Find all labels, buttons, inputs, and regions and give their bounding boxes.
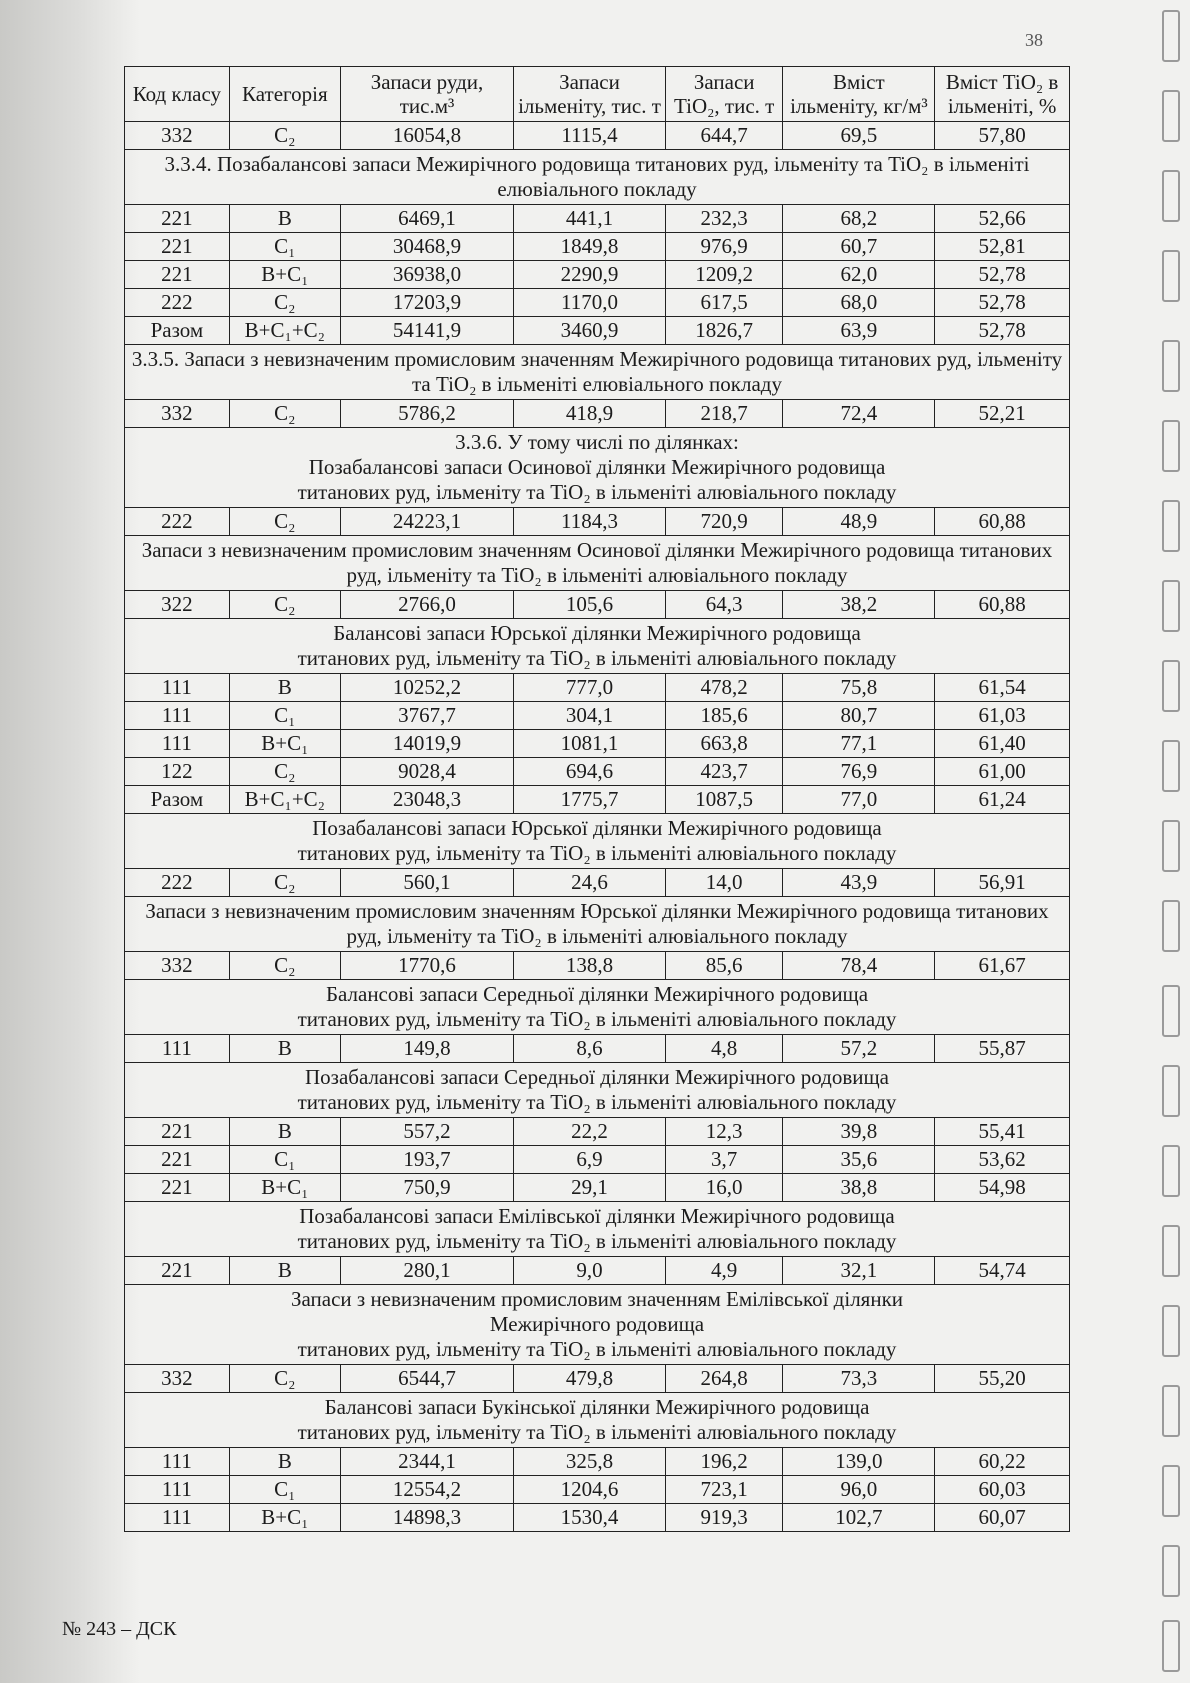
cell-ore-reserves: 557,2 [340, 1118, 513, 1146]
cell-ilmenite-content: 35,6 [783, 1146, 935, 1174]
cell-category: C₂ [229, 869, 340, 897]
cell-ilmenite-content: 68,2 [783, 205, 935, 233]
cell-ore-reserves: 560,1 [340, 869, 513, 897]
cell-tio2-reserves: 218,7 [665, 400, 783, 428]
cell-ilmenite-content: 48,9 [783, 508, 935, 536]
table-row [125, 674, 1070, 702]
section-title: Балансові запаси Букінської ділянки Межирічного родовища титанових руд, ільменіту та TiO₂ в ільменіті алювіального покладу [125, 1393, 1070, 1448]
section-title-row [125, 428, 1070, 508]
page-shadow [0, 0, 140, 1683]
cell-tio2-content: 61,24 [935, 786, 1070, 814]
cell-ore-reserves: 193,7 [340, 1146, 513, 1174]
cell-tio2-reserves: 1087,5 [665, 786, 783, 814]
section-title: Запаси з невизначеним промисловим значенням Юрської ділянки Межирічного родовища титанових руд, ільменіту та TiO₂ в ільменіті алювіального покладу [125, 897, 1070, 952]
cell-tio2-reserves: 644,7 [665, 122, 783, 150]
table-row [125, 205, 1070, 233]
cell-class-code: 222 [125, 869, 230, 897]
cell-ore-reserves: 16054,8 [340, 122, 513, 150]
cell-tio2-content: 55,87 [935, 1035, 1070, 1063]
binder-ring [1162, 340, 1180, 392]
cell-ore-reserves: 6544,7 [340, 1365, 513, 1393]
table-row [125, 1174, 1070, 1202]
cell-tio2-reserves: 723,1 [665, 1476, 783, 1504]
section-title-row [125, 536, 1070, 591]
cell-category: B [229, 1448, 340, 1476]
cell-class-code: 221 [125, 261, 230, 289]
header-ilmenite-content: Вміст ільменіту, кг/м³ [783, 67, 935, 122]
cell-tio2-reserves: 85,6 [665, 952, 783, 980]
cell-ilmenite-content: 102,7 [783, 1504, 935, 1532]
cell-tio2-content: 54,74 [935, 1257, 1070, 1285]
cell-ore-reserves: 10252,2 [340, 674, 513, 702]
cell-tio2-reserves: 1209,2 [665, 261, 783, 289]
cell-ilmenite-reserves: 1204,6 [514, 1476, 666, 1504]
cell-tio2-content: 61,00 [935, 758, 1070, 786]
cell-ore-reserves: 3767,7 [340, 702, 513, 730]
binder-ring [1162, 1620, 1180, 1672]
cell-ilmenite-content: 32,1 [783, 1257, 935, 1285]
cell-category: C₁ [229, 702, 340, 730]
cell-ilmenite-reserves: 694,6 [514, 758, 666, 786]
cell-class-code: 111 [125, 1035, 230, 1063]
table-row [125, 730, 1070, 758]
cell-ilmenite-content: 43,9 [783, 869, 935, 897]
cell-class-code: 221 [125, 233, 230, 261]
cell-tio2-reserves: 663,8 [665, 730, 783, 758]
cell-ilmenite-reserves: 441,1 [514, 205, 666, 233]
cell-ilmenite-reserves: 1184,3 [514, 508, 666, 536]
cell-ilmenite-content: 78,4 [783, 952, 935, 980]
cell-tio2-content: 60,88 [935, 508, 1070, 536]
cell-ore-reserves: 36938,0 [340, 261, 513, 289]
cell-tio2-content: 52,78 [935, 317, 1070, 345]
table-row [125, 1035, 1070, 1063]
table-row [125, 233, 1070, 261]
cell-category: B [229, 1118, 340, 1146]
cell-ilmenite-content: 73,3 [783, 1365, 935, 1393]
section-title-row [125, 1202, 1070, 1257]
cell-class-code: 111 [125, 702, 230, 730]
cell-ilmenite-content: 96,0 [783, 1476, 935, 1504]
cell-category: C₂ [229, 122, 340, 150]
binder-ring [1162, 740, 1180, 792]
section-title-row [125, 897, 1070, 952]
cell-ilmenite-reserves: 105,6 [514, 591, 666, 619]
cell-tio2-reserves: 232,3 [665, 205, 783, 233]
cell-class-code: 332 [125, 122, 230, 150]
cell-category: B+C₁ [229, 730, 340, 758]
cell-ilmenite-content: 139,0 [783, 1448, 935, 1476]
cell-ilmenite-reserves: 3460,9 [514, 317, 666, 345]
cell-tio2-reserves: 4,8 [665, 1035, 783, 1063]
cell-tio2-reserves: 976,9 [665, 233, 783, 261]
section-title: Балансові запаси Середньої ділянки Межирічного родовища титанових руд, ільменіту та TiO₂ в ільменіті алювіального покладу [125, 980, 1070, 1035]
cell-ilmenite-reserves: 1170,0 [514, 289, 666, 317]
table-row [125, 122, 1070, 150]
cell-ilmenite-content: 38,8 [783, 1174, 935, 1202]
cell-tio2-content: 55,20 [935, 1365, 1070, 1393]
cell-category: C₂ [229, 591, 340, 619]
header-tio2-reserves: Запаси TiO₂, тис. т [665, 67, 783, 122]
cell-ilmenite-reserves: 1775,7 [514, 786, 666, 814]
binder-ring [1162, 90, 1180, 142]
cell-category: C₁ [229, 1146, 340, 1174]
cell-tio2-content: 52,78 [935, 261, 1070, 289]
cell-class-code: 111 [125, 1504, 230, 1532]
cell-ore-reserves: 17203,9 [340, 289, 513, 317]
binder-ring [1162, 170, 1180, 222]
binder-ring [1162, 500, 1180, 552]
cell-tio2-reserves: 64,3 [665, 591, 783, 619]
header-ilmenite-reserves: Запаси ільменіту, тис. т [514, 67, 666, 122]
cell-category: C₂ [229, 758, 340, 786]
table-row [125, 1504, 1070, 1532]
cell-class-code: 322 [125, 591, 230, 619]
cell-ore-reserves: 30468,9 [340, 233, 513, 261]
table-row [125, 1448, 1070, 1476]
cell-ilmenite-reserves: 418,9 [514, 400, 666, 428]
header-category: Категорія [229, 67, 340, 122]
cell-ilmenite-reserves: 8,6 [514, 1035, 666, 1063]
cell-ilmenite-content: 77,1 [783, 730, 935, 758]
cell-ilmenite-reserves: 6,9 [514, 1146, 666, 1174]
cell-ilmenite-content: 68,0 [783, 289, 935, 317]
cell-ilmenite-content: 62,0 [783, 261, 935, 289]
cell-class-code: 111 [125, 730, 230, 758]
table-row [125, 261, 1070, 289]
cell-ore-reserves: 6469,1 [340, 205, 513, 233]
cell-class-code: 122 [125, 758, 230, 786]
table-row [125, 1118, 1070, 1146]
cell-category: B+C₁ [229, 1174, 340, 1202]
cell-tio2-reserves: 423,7 [665, 758, 783, 786]
cell-tio2-reserves: 3,7 [665, 1146, 783, 1174]
cell-ore-reserves: 1770,6 [340, 952, 513, 980]
table-row [125, 1365, 1070, 1393]
cell-class-code: 111 [125, 1476, 230, 1504]
cell-category: C₂ [229, 508, 340, 536]
table-row [125, 952, 1070, 980]
cell-tio2-content: 52,21 [935, 400, 1070, 428]
cell-tio2-reserves: 264,8 [665, 1365, 783, 1393]
table-row [125, 289, 1070, 317]
section-title-row [125, 619, 1070, 674]
section-title: 3.3.5. Запаси з невизначеним промисловим значенням Межирічного родовища титанових руд, ільменіту та TiO₂ в ільменіті елювіального покладу [125, 345, 1070, 400]
section-title-row [125, 980, 1070, 1035]
cell-tio2-content: 52,78 [935, 289, 1070, 317]
binder-ring [1162, 1065, 1180, 1117]
cell-ilmenite-content: 80,7 [783, 702, 935, 730]
cell-tio2-reserves: 185,6 [665, 702, 783, 730]
page-number: 38 [1025, 30, 1043, 50]
cell-tio2-reserves: 478,2 [665, 674, 783, 702]
cell-class-code: 221 [125, 1118, 230, 1146]
cell-ore-reserves: 23048,3 [340, 786, 513, 814]
cell-category: B+C₁ [229, 261, 340, 289]
cell-ilmenite-content: 63,9 [783, 317, 935, 345]
table-row [125, 869, 1070, 897]
cell-ore-reserves: 24223,1 [340, 508, 513, 536]
table-row [125, 317, 1070, 345]
table-row [125, 1476, 1070, 1504]
section-title-row [125, 150, 1070, 205]
cell-category: C₁ [229, 233, 340, 261]
table-row [125, 1257, 1070, 1285]
cell-category: B [229, 1035, 340, 1063]
cell-ore-reserves: 2344,1 [340, 1448, 513, 1476]
cell-category: C₁ [229, 1476, 340, 1504]
cell-tio2-content: 61,67 [935, 952, 1070, 980]
cell-tio2-reserves: 12,3 [665, 1118, 783, 1146]
binder-ring [1162, 250, 1180, 302]
section-title: Балансові запаси Юрської ділянки Межирічного родовища титанових руд, ільменіту та TiO₂ в ільменіті алювіального покладу [125, 619, 1070, 674]
cell-tio2-reserves: 196,2 [665, 1448, 783, 1476]
section-title-row [125, 814, 1070, 869]
table-header-row [125, 67, 1070, 122]
cell-class-code: 332 [125, 952, 230, 980]
cell-ore-reserves: 14019,9 [340, 730, 513, 758]
cell-tio2-reserves: 919,3 [665, 1504, 783, 1532]
section-title: Позабалансові запаси Середньої ділянки Межирічного родовища титанових руд, ільменіту та TiO₂ в ільменіті алювіального покладу [125, 1063, 1070, 1118]
cell-category: C₂ [229, 952, 340, 980]
section-title: 3.3.6. У тому числі по ділянках: Позабалансові запаси Осинової ділянки Межирічного родовища титанових руд, ільменіту та TiO₂ в ільменіті алювіального покладу [125, 428, 1070, 508]
cell-ilmenite-reserves: 2290,9 [514, 261, 666, 289]
cell-tio2-content: 60,88 [935, 591, 1070, 619]
header-class-code: Код класу [125, 67, 230, 122]
cell-tio2-content: 60,03 [935, 1476, 1070, 1504]
cell-ore-reserves: 12554,2 [340, 1476, 513, 1504]
table-row [125, 591, 1070, 619]
section-title: 3.3.4. Позабалансові запаси Межирічного родовища титанових руд, ільменіту та TiO₂ в ільменіті елювіального покладу [125, 150, 1070, 205]
cell-ilmenite-content: 57,2 [783, 1035, 935, 1063]
binder-ring [1162, 1225, 1180, 1277]
cell-tio2-content: 61,54 [935, 674, 1070, 702]
cell-ore-reserves: 54141,9 [340, 317, 513, 345]
binder-ring [1162, 1465, 1180, 1517]
header-tio2-content: Вміст TiO₂ в ільменіті, % [935, 67, 1070, 122]
cell-tio2-content: 53,62 [935, 1146, 1070, 1174]
binder-ring [1162, 420, 1180, 472]
cell-class-code: Разом [125, 317, 230, 345]
cell-ore-reserves: 5786,2 [340, 400, 513, 428]
section-title: Запаси з невизначеним промисловим значенням Емілівської ділянки Межирічного родовища титанових руд, ільменіту та TiO₂ в ільменіті алювіального покладу [125, 1285, 1070, 1365]
cell-tio2-reserves: 16,0 [665, 1174, 783, 1202]
cell-class-code: 222 [125, 289, 230, 317]
cell-ilmenite-reserves: 1081,1 [514, 730, 666, 758]
binder-ring [1162, 1145, 1180, 1197]
section-title-row [125, 1063, 1070, 1118]
cell-ilmenite-content: 60,7 [783, 233, 935, 261]
cell-tio2-content: 52,81 [935, 233, 1070, 261]
binder-ring [1162, 1545, 1180, 1597]
table-row [125, 702, 1070, 730]
cell-class-code: 221 [125, 1257, 230, 1285]
cell-tio2-content: 54,98 [935, 1174, 1070, 1202]
binder-rings [1158, 0, 1186, 1683]
cell-category: C₂ [229, 400, 340, 428]
cell-class-code: 221 [125, 1146, 230, 1174]
cell-class-code: 221 [125, 1174, 230, 1202]
section-title: Позабалансові запаси Емілівської ділянки Межирічного родовища титанових руд, ільменіту та TiO₂ в ільменіті алювіального покладу [125, 1202, 1070, 1257]
cell-class-code: 332 [125, 1365, 230, 1393]
cell-ilmenite-reserves: 24,6 [514, 869, 666, 897]
cell-ilmenite-reserves: 325,8 [514, 1448, 666, 1476]
binder-ring [1162, 900, 1180, 952]
cell-class-code: 332 [125, 400, 230, 428]
cell-tio2-content: 61,40 [935, 730, 1070, 758]
cell-ilmenite-content: 77,0 [783, 786, 935, 814]
cell-ore-reserves: 149,8 [340, 1035, 513, 1063]
cell-tio2-reserves: 14,0 [665, 869, 783, 897]
binder-ring [1162, 1385, 1180, 1437]
table-row [125, 1146, 1070, 1174]
cell-tio2-content: 61,03 [935, 702, 1070, 730]
cell-ilmenite-reserves: 29,1 [514, 1174, 666, 1202]
cell-ore-reserves: 14898,3 [340, 1504, 513, 1532]
cell-ilmenite-content: 69,5 [783, 122, 935, 150]
cell-ore-reserves: 750,9 [340, 1174, 513, 1202]
cell-category: C₂ [229, 289, 340, 317]
cell-tio2-content: 57,80 [935, 122, 1070, 150]
section-title-row [125, 345, 1070, 400]
cell-tio2-reserves: 1826,7 [665, 317, 783, 345]
cell-tio2-content: 52,66 [935, 205, 1070, 233]
reserves-table [124, 66, 1070, 1532]
cell-category: B+C₁+C₂ [229, 786, 340, 814]
cell-tio2-content: 60,07 [935, 1504, 1070, 1532]
cell-ilmenite-reserves: 9,0 [514, 1257, 666, 1285]
cell-ilmenite-reserves: 1115,4 [514, 122, 666, 150]
cell-tio2-content: 55,41 [935, 1118, 1070, 1146]
cell-tio2-content: 56,91 [935, 869, 1070, 897]
binder-ring [1162, 985, 1180, 1037]
cell-ilmenite-reserves: 22,2 [514, 1118, 666, 1146]
cell-tio2-reserves: 617,5 [665, 289, 783, 317]
cell-ore-reserves: 9028,4 [340, 758, 513, 786]
cell-ilmenite-content: 76,9 [783, 758, 935, 786]
document-footer: № 243 – ДСК [62, 1618, 177, 1640]
cell-class-code: Разом [125, 786, 230, 814]
cell-ilmenite-content: 75,8 [783, 674, 935, 702]
cell-category: B [229, 674, 340, 702]
cell-category: B [229, 205, 340, 233]
cell-ilmenite-reserves: 479,8 [514, 1365, 666, 1393]
cell-ore-reserves: 280,1 [340, 1257, 513, 1285]
binder-ring [1162, 660, 1180, 712]
cell-ilmenite-reserves: 1530,4 [514, 1504, 666, 1532]
cell-category: C₂ [229, 1365, 340, 1393]
cell-ilmenite-content: 39,8 [783, 1118, 935, 1146]
table-row [125, 786, 1070, 814]
cell-ilmenite-content: 38,2 [783, 591, 935, 619]
cell-tio2-reserves: 720,9 [665, 508, 783, 536]
section-title: Запаси з невизначеним промисловим значенням Осинової ділянки Межирічного родовища титанових руд, ільменіту та TiO₂ в ільменіті алювіального покладу [125, 536, 1070, 591]
cell-class-code: 111 [125, 674, 230, 702]
table-row [125, 400, 1070, 428]
section-title: Позабалансові запаси Юрської ділянки Межирічного родовища титанових руд, ільменіту та TiO₂ в ільменіті алювіального покладу [125, 814, 1070, 869]
section-title-row [125, 1285, 1070, 1365]
table-row [125, 758, 1070, 786]
cell-category: B+C₁+C₂ [229, 317, 340, 345]
binder-ring [1162, 580, 1180, 632]
cell-ilmenite-reserves: 304,1 [514, 702, 666, 730]
cell-ilmenite-reserves: 1849,8 [514, 233, 666, 261]
binder-ring [1162, 10, 1180, 62]
cell-tio2-content: 60,22 [935, 1448, 1070, 1476]
cell-class-code: 221 [125, 205, 230, 233]
header-ore-reserves: Запаси руди, тис.м³ [340, 67, 513, 122]
cell-ilmenite-reserves: 138,8 [514, 952, 666, 980]
binder-ring [1162, 1305, 1180, 1357]
cell-ore-reserves: 2766,0 [340, 591, 513, 619]
table-body [125, 122, 1070, 1532]
cell-class-code: 222 [125, 508, 230, 536]
section-title-row [125, 1393, 1070, 1448]
cell-category: B+C₁ [229, 1504, 340, 1532]
table-row [125, 508, 1070, 536]
binder-ring [1162, 820, 1180, 872]
cell-category: B [229, 1257, 340, 1285]
cell-class-code: 111 [125, 1448, 230, 1476]
cell-ilmenite-content: 72,4 [783, 400, 935, 428]
cell-tio2-reserves: 4,9 [665, 1257, 783, 1285]
cell-ilmenite-reserves: 777,0 [514, 674, 666, 702]
